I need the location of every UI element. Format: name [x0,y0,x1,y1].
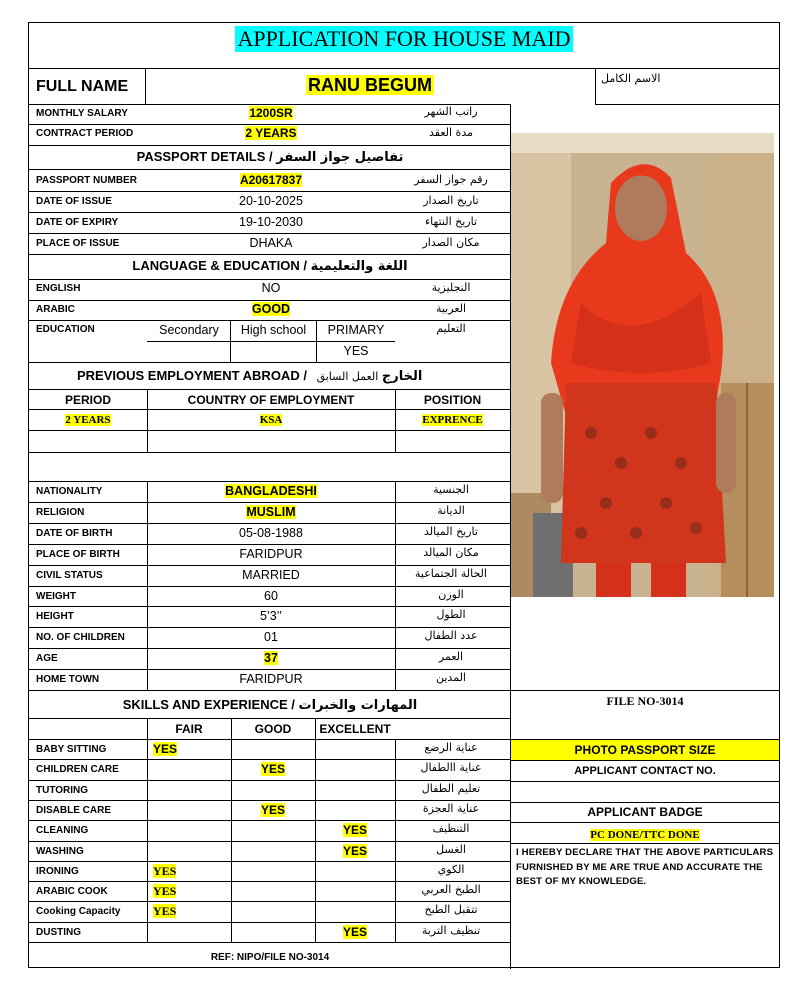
issue-date-arabic: تاريخ الصدار [423,194,479,207]
skill-arabic: تنظيف التربة [421,923,481,937]
skill-label: CLEANING [36,825,89,837]
applicant-photo [511,133,774,597]
skill-arabic: تعليم الطفال [421,781,481,795]
personal-value: 01 [264,630,278,645]
personal-label: PLACE OF BIRTH [36,548,120,560]
skill-fair-mark: YES [153,904,177,919]
issue-date-label: DATE OF ISSUE [36,196,112,207]
passport-number-value: A20617837 [239,173,303,187]
skills-col-excellent: EXCELLENT [319,722,391,736]
personal-label: HOME TOWN [36,674,100,686]
expiry-date-label: DATE OF EXPIRY [36,217,119,228]
col-country: COUNTRY OF EMPLOYMENT [187,393,355,407]
page-title: APPLICATION FOR HOUSE MAID [237,26,571,51]
expiry-date-arabic: تاريخ النتهاء [424,215,478,228]
english-label: ENGLISH [36,283,81,294]
full-name-arabic: الاسم الكامل [601,72,661,85]
issue-place-arabic: مكان الصدار [422,236,480,249]
skill-arabic: الطبخ العربي [421,883,481,897]
skill-label: ARABIC COOK [36,886,108,898]
col-position: POSITION [423,393,482,407]
personal-label: NATIONALITY [36,486,103,497]
personal-value: MARRIED [242,567,300,582]
contract-label: CONTRACT PERIOD [36,128,134,139]
arabic-arabic: العربية [435,302,467,315]
skill-label: IRONING [36,865,79,877]
pc-done-status: PC DONE/TTC DONE [590,829,700,841]
passport-number-label: PASSPORT NUMBER [36,175,137,186]
skill-arabic: الكوي [437,862,465,876]
personal-label: WEIGHT [36,590,76,602]
skill-arabic: عناية الرضع [424,741,478,754]
education-primary: PRIMARY [327,323,385,337]
footer-ref: REF: NIPO/FILE NO-3014 [210,952,330,963]
personal-value: FARIDPUR [239,546,303,561]
skill-good-mark: YES [260,802,285,817]
issue-place-value: DHAKA [249,236,293,250]
skill-label: DUSTING [36,926,81,938]
application-form [28,22,780,968]
personal-value: 05-08-1988 [239,525,303,540]
personal-arabic: تاريخ الميالد [424,524,478,538]
salary-label: MONTHLY SALARY [36,108,128,119]
skill-label: Cooking Capacity [36,906,121,918]
skill-arabic: عناية االطفال [420,761,482,775]
personal-value: 60 [264,588,278,603]
emp-position: EXPRENCE [422,414,483,426]
personal-arabic: الديانة [437,503,465,517]
personal-arabic: العمر [438,650,464,664]
arabic-value: GOOD [251,302,291,316]
passport-header: PASSPORT DETAILS / تفاصيل جواز السفر [136,149,404,165]
salary-arabic: راتب الشهر [424,105,478,118]
expiry-date-value: 19-10-2030 [239,215,303,229]
contract-value: 2 YEARS [245,126,297,140]
skill-label: TUTORING [36,784,89,796]
personal-value: MUSLIM [246,504,296,519]
english-value: NO [261,281,281,295]
english-arabic: النجليزية [431,281,471,294]
badge-label: APPLICANT BADGE [587,805,703,819]
personal-value: 5’3’’ [259,609,282,624]
issue-place-label: PLACE OF ISSUE [36,238,120,249]
personal-arabic: الوزن [438,587,464,601]
skill-arabic: الغسل [436,842,466,856]
skill-fair-mark: YES [153,742,178,756]
issue-date-value: 20-10-2025 [239,194,303,208]
contact-label: APPLICANT CONTACT NO. [574,765,716,777]
arabic-label: ARABIC [36,304,75,315]
full-name-label: FULL NAME [36,78,129,95]
personal-label: RELIGION [36,506,85,518]
skill-excellent-mark: YES [342,924,367,939]
personal-label: NO. OF CHILDREN [36,632,125,644]
personal-arabic: عدد الطفال [424,629,478,643]
file-number: FILE NO-3014 [606,694,684,708]
personal-arabic: مكان الميالد [423,545,479,559]
education-primary-value: YES [343,344,369,358]
skill-fair-mark: YES [153,884,177,899]
personal-arabic: الحالة الجتماعية [415,566,487,580]
education-secondary: Secondary [159,323,219,337]
full-name-value: RANU BEGUM [308,75,432,95]
skill-label: CHILDREN CARE [36,764,119,776]
skill-arabic: عناية العجزة [422,801,480,815]
personal-value: FARIDPUR [239,672,303,687]
passport-number-arabic: رقم جواز السفر [414,173,488,186]
personal-label: HEIGHT [36,611,74,623]
emp-period: 2 YEARS [65,414,111,426]
col-period: PERIOD [64,393,111,407]
skill-fair-mark: YES [153,863,177,878]
skill-label: DISABLE CARE [36,804,112,816]
skills-header: SKILLS AND EXPERIENCE / المهارات والخبرات [122,697,418,713]
skill-arabic: التنظيف [432,822,470,836]
skill-label: WASHING [36,845,84,857]
language-header: LANGUAGE & EDUCATION / اللغة والتعليمية [132,258,408,274]
personal-value: BANGLADESHI [225,484,317,498]
emp-country: KSA [259,414,283,426]
personal-arabic: المدين [436,671,466,685]
skill-label: BABY SITTING [36,744,107,755]
skill-arabic: تتقبل الطبخ [424,903,478,917]
education-arabic: التعليم [436,322,466,335]
education-label: EDUCATION [36,324,95,335]
skill-good-mark: YES [260,762,285,777]
personal-value: 37 [264,651,278,666]
salary-value: 1200SR [249,106,293,120]
education-highschool: High school [240,323,307,337]
personal-label: CIVIL STATUS [36,569,103,581]
title-bar [29,23,779,57]
employment-header: PREVIOUS EMPLOYMENT ABROAD / الخارج العمل السابق [77,368,423,384]
skill-excellent-mark: YES [342,843,367,858]
photo-size-box [511,740,779,760]
declaration-text: I HEREBY DECLARE THAT THE ABOVE PARTICULARS FURNISHED BY ME ARE TRUE AND ACCURATE THE BEST OF MY KNOWLEDGE. [516,847,774,887]
personal-arabic: الطول [436,608,466,622]
skills-col-fair: FAIR [175,722,203,736]
contract-arabic: مدة العقد [429,126,473,139]
personal-label: DATE OF BIRTH [36,527,113,539]
personal-label: AGE [36,653,58,665]
skill-excellent-mark: YES [342,823,367,838]
personal-arabic: الجنسية [433,483,469,496]
photo-size-label: PHOTO PASSPORT SIZE [574,743,716,757]
skills-col-good: GOOD [254,722,292,736]
